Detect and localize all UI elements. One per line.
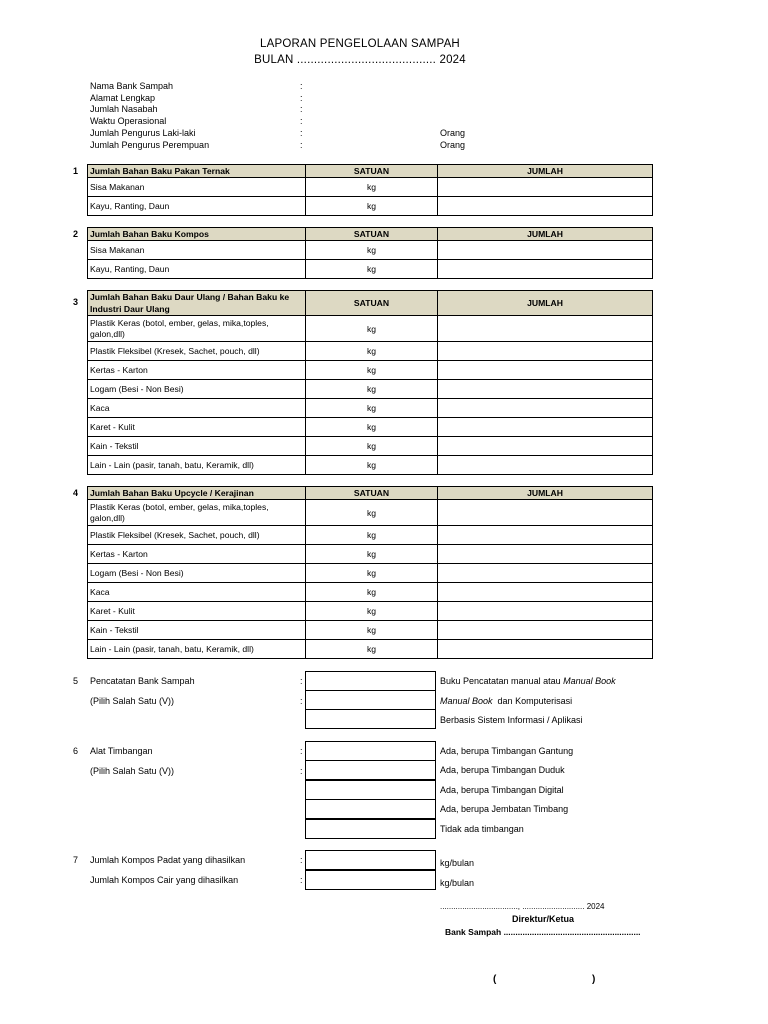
item-label: Sisa Makanan xyxy=(88,178,306,197)
item-label: Kayu, Ranting, Daun xyxy=(88,197,306,216)
jumlah-header: JUMLAH xyxy=(438,165,653,178)
section-7-colon: : xyxy=(300,855,303,865)
section-5-sub: (Pilih Salah Satu (V)) xyxy=(90,696,175,706)
compost-solid-input[interactable] xyxy=(305,850,436,870)
unit-cell: kg xyxy=(306,640,438,659)
scale-option-checkbox[interactable] xyxy=(305,760,436,780)
option-manual-book xyxy=(440,676,616,686)
section-6-number: 6 xyxy=(73,746,79,756)
table-header-row xyxy=(88,165,653,178)
section-3-table xyxy=(87,290,653,475)
item-label: Kain - Tekstil xyxy=(88,437,306,456)
table-row xyxy=(88,564,653,583)
item-label: Lain - Lain (pasir, tanah, batu, Keramik, dll) xyxy=(88,640,306,659)
info-label: Jumlah Pengurus Perempuan xyxy=(90,140,210,150)
item-label: Plastik Fleksibel (Kresek, Sachet, pouch, dll) xyxy=(88,526,306,545)
table-row xyxy=(88,380,653,399)
unit-cell: kg xyxy=(306,418,438,437)
table-row xyxy=(88,178,653,197)
unit-cell: kg xyxy=(306,342,438,361)
jumlah-header: JUMLAH xyxy=(438,228,653,241)
unit-cell: kg xyxy=(306,545,438,564)
scale-option-checkbox[interactable] xyxy=(305,819,436,839)
scale-option-label: Ada, berupa Timbangan Gantung xyxy=(440,746,574,756)
option-text: dan Komputerisasi xyxy=(492,696,573,706)
signature-role: Direktur/Ketua xyxy=(512,914,575,924)
item-label: Plastik Keras (botol, ember, gelas, mika,toples, galon,dll) xyxy=(88,500,306,526)
scale-option-label: Ada, berupa Jembatan Timbang xyxy=(440,804,569,814)
report-month: BULAN ......................................... 2024 xyxy=(254,54,466,66)
unit-cell: kg xyxy=(306,621,438,640)
jumlah-input[interactable] xyxy=(438,380,653,399)
item-label: Plastik Keras (botol, ember, gelas, mika,toples, galon,dll) xyxy=(88,316,306,342)
unit-cell: kg xyxy=(306,260,438,279)
item-label: Logam (Besi - Non Besi) xyxy=(88,380,306,399)
jumlah-input[interactable] xyxy=(438,197,653,216)
scale-option-label: Ada, berupa Timbangan Digital xyxy=(440,785,564,795)
checkbox-information-system[interactable] xyxy=(305,709,436,729)
item-label: Plastik Fleksibel (Kresek, Sachet, pouch, dll) xyxy=(88,342,306,361)
table-row xyxy=(88,342,653,361)
jumlah-input[interactable] xyxy=(438,399,653,418)
satuan-header: SATUAN xyxy=(306,487,438,500)
unit-cell: kg xyxy=(306,380,438,399)
report-title: LAPORAN PENGELOLAAN SAMPAH xyxy=(260,38,460,50)
table-row xyxy=(88,437,653,456)
item-label: Kertas - Karton xyxy=(88,361,306,380)
item-label: Kaca xyxy=(88,583,306,602)
section-title: Jumlah Bahan Baku Daur Ulang / Bahan Baku ke Industri Daur Ulang xyxy=(88,291,306,316)
table-row xyxy=(88,583,653,602)
unit-cell: kg xyxy=(306,602,438,621)
compost-solid-label: Jumlah Kompos Padat yang dihasilkan xyxy=(90,855,246,865)
info-label: Jumlah Nasabah xyxy=(90,104,158,114)
scale-option-checkbox[interactable] xyxy=(305,741,436,761)
section-6-colon: : xyxy=(300,766,303,776)
option-text: Buku Pencatatan manual atau xyxy=(440,676,564,686)
section-5-label: Pencatatan Bank Sampah xyxy=(90,676,195,686)
jumlah-input[interactable] xyxy=(438,418,653,437)
section-6-colon: : xyxy=(300,746,303,756)
jumlah-input[interactable] xyxy=(438,241,653,260)
table-row xyxy=(88,361,653,380)
compost-liquid-unit: kg/bulan xyxy=(440,878,475,888)
info-colon: : xyxy=(300,93,303,103)
jumlah-input[interactable] xyxy=(438,437,653,456)
section-1-table xyxy=(87,164,653,216)
scale-option-label: Tidak ada timbangan xyxy=(440,824,524,834)
item-label: Lain - Lain (pasir, tanah, batu, Keramik, dll) xyxy=(88,456,306,475)
section-3-number: 3 xyxy=(73,297,79,307)
satuan-header: SATUAN xyxy=(306,228,438,241)
section-2-number: 2 xyxy=(73,229,79,239)
option-information-system: Berbasis Sistem Informasi / Aplikasi xyxy=(440,715,583,725)
item-label: Kaca xyxy=(88,399,306,418)
compost-liquid-label: Jumlah Kompos Cair yang dihasilkan xyxy=(90,875,239,885)
jumlah-input[interactable] xyxy=(438,640,653,659)
item-label: Sisa Makanan xyxy=(88,241,306,260)
scale-option-checkbox[interactable] xyxy=(305,780,436,800)
section-4-table xyxy=(87,486,653,659)
item-label: Kertas - Karton xyxy=(88,545,306,564)
jumlah-header: JUMLAH xyxy=(438,487,653,500)
info-colon: : xyxy=(300,128,303,138)
jumlah-input[interactable] xyxy=(438,602,653,621)
unit-cell: kg xyxy=(306,197,438,216)
jumlah-input[interactable] xyxy=(438,178,653,197)
table-row xyxy=(88,316,653,342)
table-row xyxy=(88,545,653,564)
table-row xyxy=(88,418,653,437)
jumlah-input[interactable] xyxy=(438,260,653,279)
table-row xyxy=(88,260,653,279)
item-label: Logam (Besi - Non Besi) xyxy=(88,564,306,583)
info-colon: : xyxy=(300,104,303,114)
jumlah-input[interactable] xyxy=(438,342,653,361)
info-colon: : xyxy=(300,140,303,150)
signature-close-paren: ) xyxy=(592,974,596,985)
jumlah-header: JUMLAH xyxy=(438,291,653,316)
unit-cell: kg xyxy=(306,241,438,260)
compost-solid-unit: kg/bulan xyxy=(440,858,475,868)
unit-cell: kg xyxy=(306,399,438,418)
jumlah-input[interactable] xyxy=(438,526,653,545)
item-label: Karet - Kulit xyxy=(88,418,306,437)
table-row xyxy=(88,241,653,260)
item-label: Karet - Kulit xyxy=(88,602,306,621)
signature-open-paren: ( xyxy=(493,974,497,985)
info-label: Nama Bank Sampah xyxy=(90,81,174,91)
table-header-row xyxy=(88,291,653,316)
jumlah-input[interactable] xyxy=(438,500,653,526)
jumlah-input[interactable] xyxy=(438,545,653,564)
table-row xyxy=(88,621,653,640)
jumlah-input[interactable] xyxy=(438,621,653,640)
section-6-label: Alat Timbangan xyxy=(90,746,153,756)
jumlah-input[interactable] xyxy=(438,361,653,380)
info-colon: : xyxy=(300,116,303,126)
option-computerized xyxy=(440,696,572,706)
section-5-colon: : xyxy=(300,696,303,706)
jumlah-input[interactable] xyxy=(438,564,653,583)
table-header-row xyxy=(88,487,653,500)
section-4-number: 4 xyxy=(73,488,79,498)
table-row xyxy=(88,399,653,418)
item-label: Kain - Tekstil xyxy=(88,621,306,640)
unit-cell: kg xyxy=(306,456,438,475)
table-header-row xyxy=(88,228,653,241)
compost-liquid-input[interactable] xyxy=(305,870,436,890)
unit-cell: kg xyxy=(306,583,438,602)
section-7-number: 7 xyxy=(73,855,79,865)
info-colon: : xyxy=(300,81,303,91)
unit-cell: kg xyxy=(306,500,438,526)
table-row xyxy=(88,197,653,216)
orang-unit-female: Orang xyxy=(440,140,466,150)
unit-cell: kg xyxy=(306,178,438,197)
orang-unit-male: Orang xyxy=(440,128,466,138)
unit-cell: kg xyxy=(306,526,438,545)
section-7-colon: : xyxy=(300,875,303,885)
section-title: Jumlah Bahan Baku Pakan Ternak xyxy=(88,165,306,178)
option-italic-text: Manual Book xyxy=(440,696,493,706)
unit-cell: kg xyxy=(306,437,438,456)
section-title: Jumlah Bahan Baku Upcycle / Kerajinan xyxy=(88,487,306,500)
jumlah-input[interactable] xyxy=(438,583,653,602)
section-2-table xyxy=(87,227,653,279)
section-5-colon: : xyxy=(300,676,303,686)
checkbox-manual-book[interactable] xyxy=(305,671,436,691)
table-row xyxy=(88,602,653,621)
satuan-header: SATUAN xyxy=(306,165,438,178)
table-row xyxy=(88,640,653,659)
unit-cell: kg xyxy=(306,361,438,380)
info-label: Alamat Lengkap xyxy=(90,93,156,103)
jumlah-input[interactable] xyxy=(438,316,653,342)
item-label: Kayu, Ranting, Daun xyxy=(88,260,306,279)
section-title: Jumlah Bahan Baku Kompos xyxy=(88,228,306,241)
unit-cell: kg xyxy=(306,564,438,583)
jumlah-input[interactable] xyxy=(438,456,653,475)
table-row xyxy=(88,456,653,475)
unit-cell: kg xyxy=(306,316,438,342)
table-row xyxy=(88,526,653,545)
option-italic-text: Manual Book xyxy=(563,676,616,686)
section-1-number: 1 xyxy=(73,166,79,176)
section-6-sub: (Pilih Salah Satu (V)) xyxy=(90,766,175,776)
scale-option-checkbox[interactable] xyxy=(305,799,436,819)
table-row xyxy=(88,500,653,526)
scale-option-label: Ada, berupa Timbangan Duduk xyxy=(440,765,565,775)
section-5-number: 5 xyxy=(73,676,79,686)
checkbox-computerized[interactable] xyxy=(305,690,436,710)
satuan-header: SATUAN xyxy=(306,291,438,316)
signature-date: ..................................., ............................ 2024 xyxy=(440,902,605,911)
signature-bank: Bank Sampah .......................................................... xyxy=(445,927,641,937)
info-label: Jumlah Pengurus Laki-laki xyxy=(90,128,196,138)
info-label: Waktu Operasional xyxy=(90,116,167,126)
